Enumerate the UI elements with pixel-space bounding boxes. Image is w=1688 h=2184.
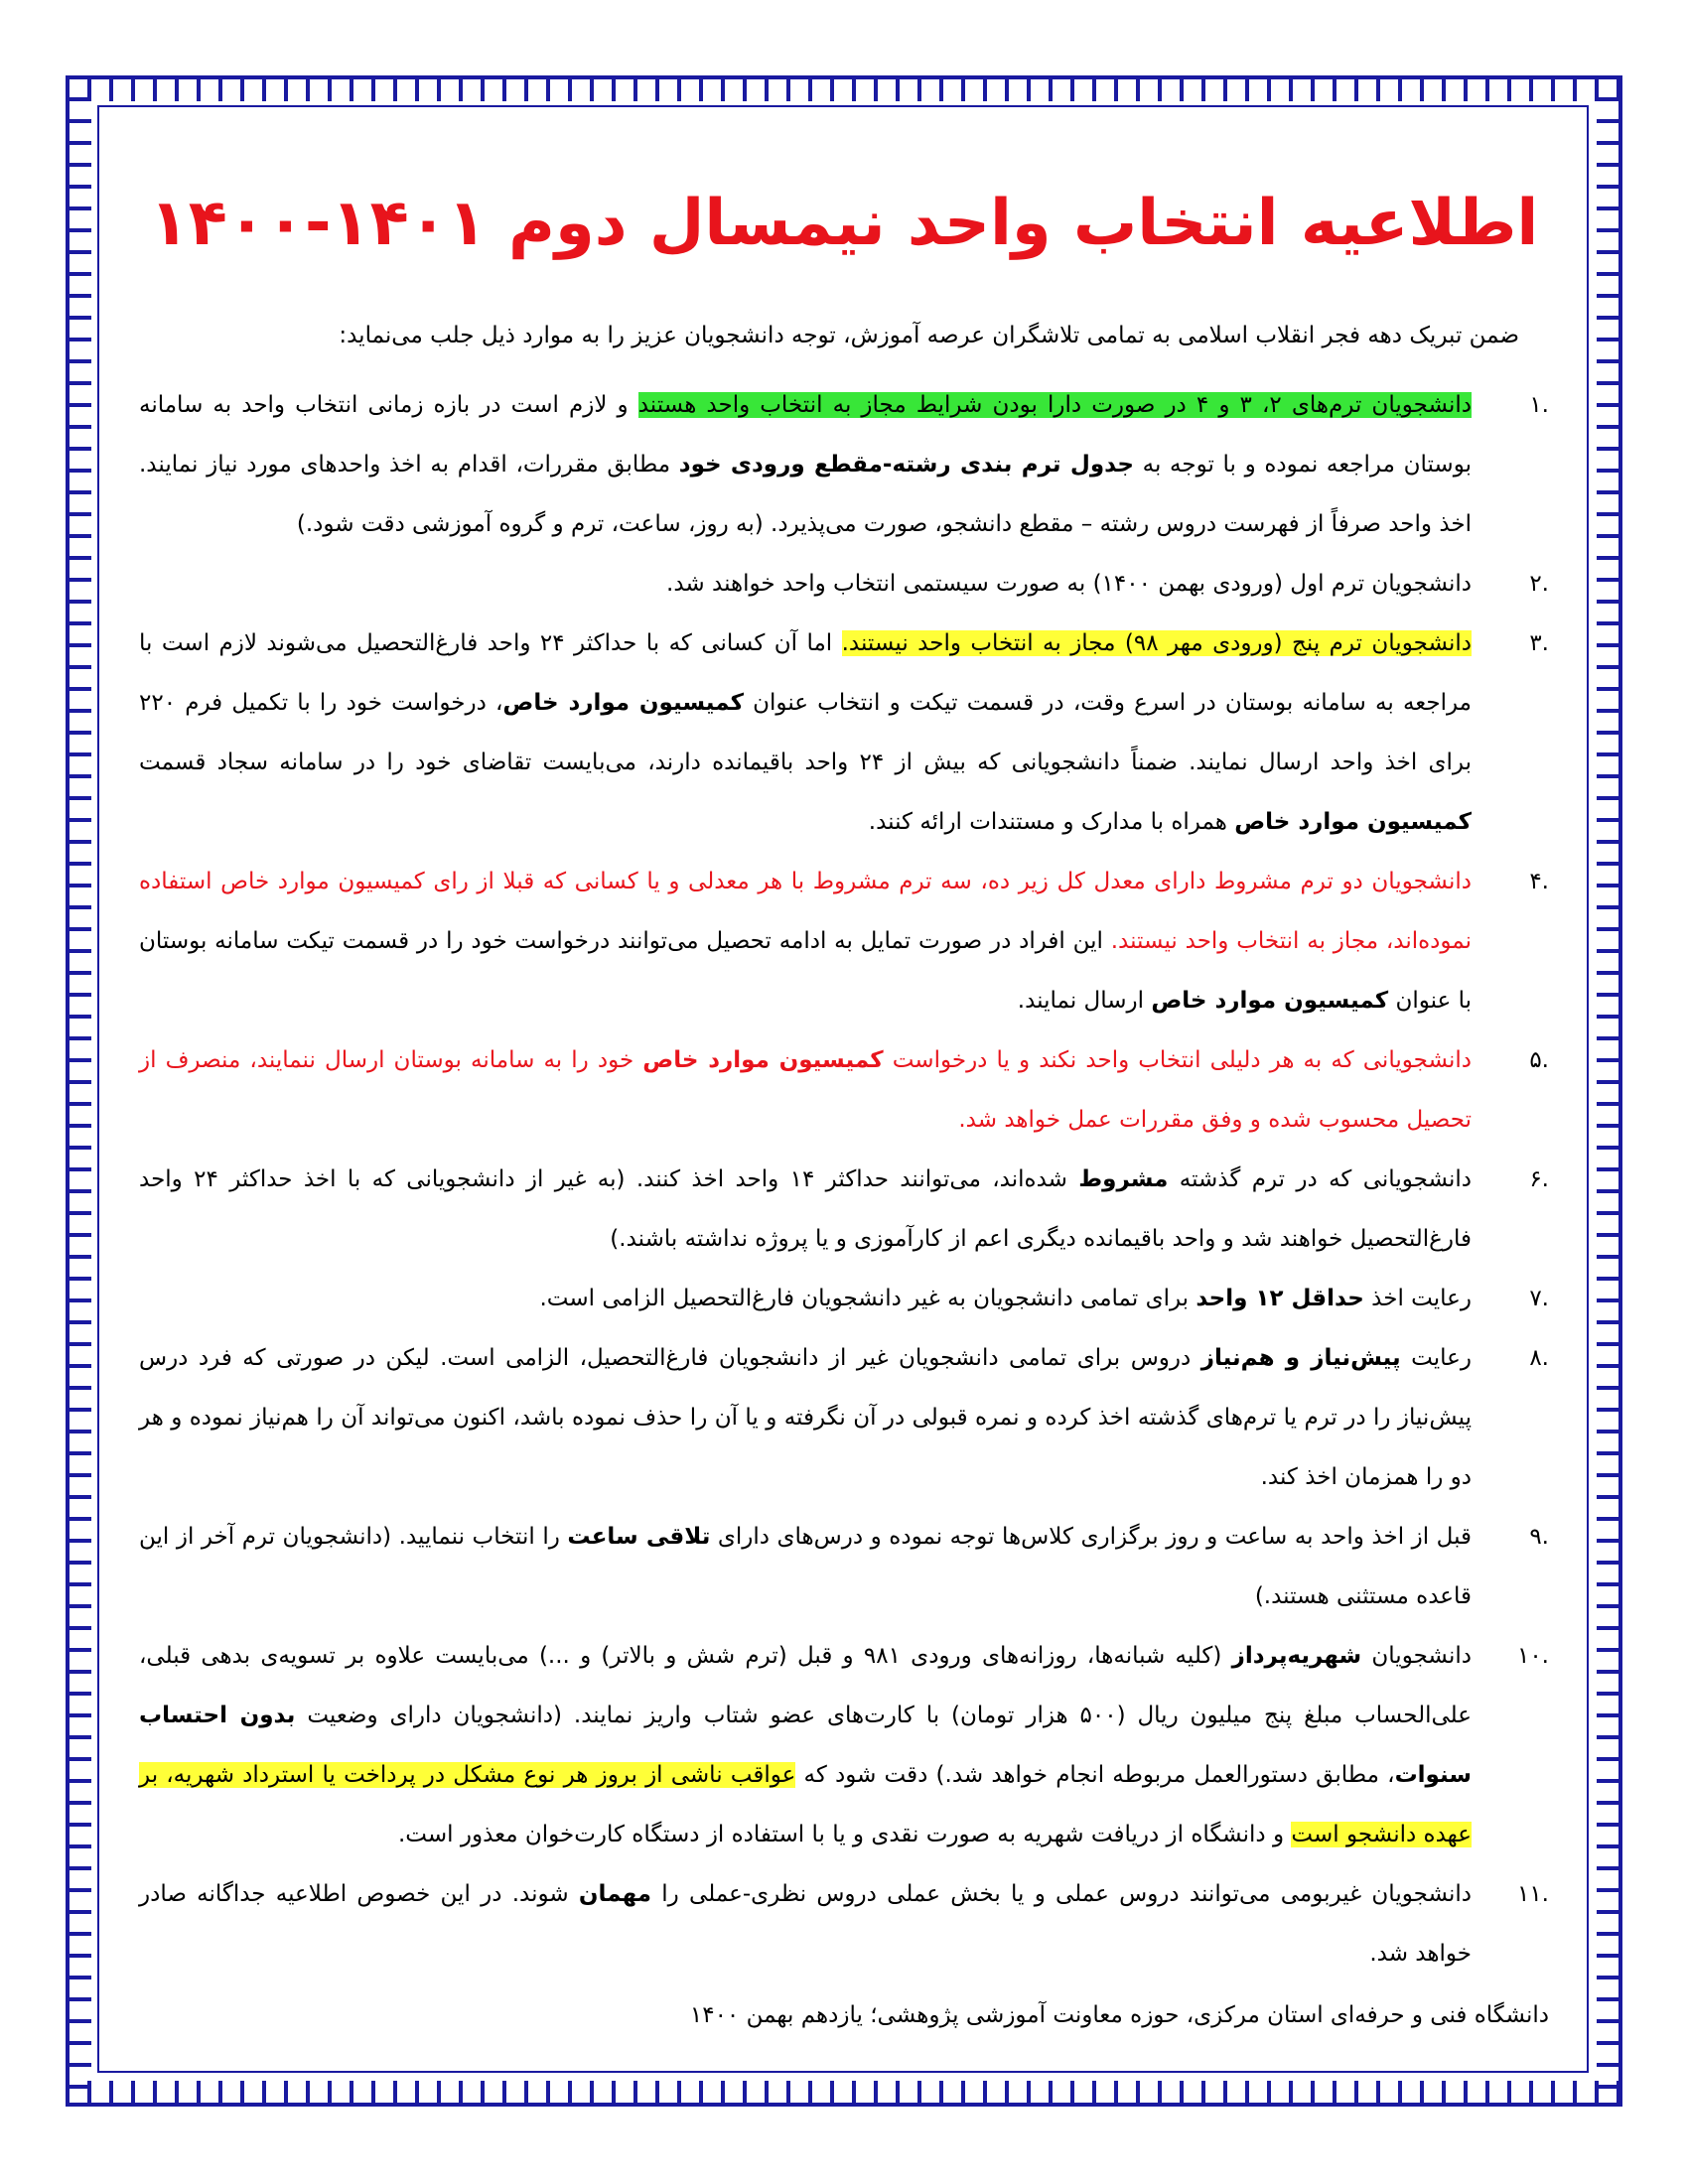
item-text: پیش‌نیاز و هم‌نیاز — [1200, 1345, 1401, 1371]
item-number: ۸. — [1529, 1345, 1549, 1371]
border-bottom-strip — [66, 2081, 1622, 2107]
item-text: دانشجویان ترم اول (ورودی بهمن ۱۴۰۰) به صورت سیستمی انتخاب واحد خواهند شد. — [666, 571, 1472, 597]
item-text: کمیسیون موارد خاص — [1151, 988, 1389, 1014]
item-text: دانشجویان دو ترم مشروط دارای معدل کل زیر ده، سه ترم مشروط با هر معدلی و یا کسانی که قبلا از رای کمیسیون موارد خاص استفاده نموده‌اند، مجاز به انتخاب واحد نیستند. — [139, 869, 1472, 954]
item-text: و دانشگاه از دریافت شهریه به صورت نقدی و یا با استفاده از دستگاه کارت‌خوان معذور است. — [398, 1822, 1292, 1847]
item-text: شوند. در این خصوص اطلاعیه جداگانه صادر خواهد شد. — [139, 1881, 1472, 1967]
list-item — [139, 1507, 1549, 1626]
item-text: (کلیه شبانه‌ها، روزانه‌های ورودی ۹۸۱ و قبل (ترم شش و بالاتر) و ...) می‌بایست علاوه بر تسویه‌ی بدهی قبلی، علی‌الحساب مبلغ پنج میلیون ریال (۵۰۰ هزار تومان) با کارت‌های عضو شتاب واریز نمایند. (دانشجویان دارای وضعیت — [139, 1643, 1473, 1728]
item-text: کمیسیون موارد خاص — [502, 690, 744, 716]
item-text: همراه با مدارک و مستندات ارائه کنند. — [868, 809, 1235, 835]
item-text: دانشجویان ترم پنج (ورودی مهر ۹۸) مجاز به انتخاب واحد نیستند. — [841, 630, 1472, 656]
item-text: دانشجویانی که در ترم گذشته — [1168, 1166, 1472, 1192]
list-item — [139, 1864, 1549, 1983]
item-text: و لازم است در بازه زمانی انتخاب واحد به سامانه بوستان مراجعه نموده و با توجه به — [139, 392, 1472, 478]
list-item — [139, 852, 1549, 1030]
item-number: ۹. — [1529, 1524, 1549, 1550]
item-number: ۳. — [1529, 630, 1549, 656]
item-number: ۷. — [1529, 1286, 1549, 1311]
item-text: ، درخواست خود را با تکمیل فرم ۲۲۰ برای اخذ واحد ارسال نمایند. ضمناً دانشجویانی که بیش از ۲۴ واحد باقیمانده دارند، می‌بایست تقاضای خود را در سامانه سجاد قسمت — [139, 690, 1473, 775]
border-top-strip — [66, 75, 1622, 101]
item-text: مشروط — [1078, 1166, 1169, 1192]
item-text: شده‌اند، می‌توانند حداکثر ۱۴ واحد اخذ کنند. (به غیر از دانشجویانی که با اخذ حداکثر ۲۴ واحد فارغ‌التحصیل خواهند شد و واحد باقیمانده دیگری اعم از کارآموزی و یا پروژه نداشته باشند.) — [139, 1166, 1472, 1252]
list-item — [139, 375, 1549, 554]
item-number: ۶. — [1529, 1166, 1549, 1192]
item-text: را انتخاب ننمایید. (دانشجویان ترم آخر از این قاعده مستثنی هستند.) — [139, 1524, 1472, 1609]
item-text: عواقب ناشی از بروز هر نوع مشکل در پرداخت یا استرداد شهریه، بر عهده دانشجو است — [139, 1762, 1472, 1847]
signature-line: دانشگاه فنی و حرفه‌ای استان مرکزی، حوزه معاونت آموزشی پژوهشی؛ یازدهم بهمن ۱۴۰۰ — [689, 2002, 1549, 2028]
item-text: مطابق مقررات، اقدام به اخذ واحدهای مورد نیاز نمایند. اخذ واحد صرفاً از فهرست دروس رشته – مقطع دانشجو، صورت می‌پذیرد. (به روز، ساعت، ترم و گروه آموزشی دقت شود.) — [139, 452, 1472, 537]
item-text: ، مطابق دستورالعمل مربوطه انجام خواهد شد.) دقت شود که — [795, 1762, 1395, 1788]
item-number: ۱۱. — [1516, 1881, 1549, 1907]
item-number: ۱۰. — [1516, 1643, 1549, 1669]
item-number: ۵. — [1529, 1047, 1549, 1073]
item-text: بدون احتساب سنوات — [139, 1703, 1472, 1788]
item-text: رعایت — [1400, 1345, 1473, 1371]
item-text: اما آن کسانی که با حداکثر ۲۴ واحد فارغ‌التحصیل می‌شوند لازم است با مراجعه به سامانه بوستان در اسرع وقت، در قسمت تیکت و انتخاب عنوان — [139, 630, 1472, 716]
item-text: دانشجویان غیربومی می‌توانند دروس عملی و یا بخش عملی دروس نظری-عملی را — [651, 1881, 1472, 1907]
announcement-body — [139, 149, 1549, 2035]
notice-list — [139, 375, 1549, 1983]
item-text: دروس برای تمامی دانشجویان غیر از دانشجویان فارغ‌التحصیل، الزامی است. لیکن در صورتی که فرد درس پیش‌نیاز را در ترم یا ترم‌های گذشته اخذ کرده و نمره قبولی در آن نگرفته و یا آن را حذف نموده باشد، اکنون می‌تواند آن را هم‌نیاز نموده و هر دو را همزمان اخذ کند. — [139, 1345, 1472, 1490]
item-text: کمیسیون موارد خاص — [1234, 809, 1472, 835]
item-text: مهمان — [578, 1881, 652, 1907]
intro-paragraph: ضمن تبریک دهه فجر انقلاب اسلامی به تمامی تلاشگران عرصه آموزش، توجه دانشجویان عزیز را به موارد ذیل جلب می‌نماید: — [339, 323, 1519, 348]
list-item — [139, 1150, 1549, 1269]
item-text: دانشجویان ترم‌های ۲، ۳ و ۴ در صورت دارا بودن شرایط مجاز به انتخاب واحد هستند — [637, 392, 1473, 418]
item-number: ۲. — [1529, 571, 1549, 597]
list-item — [139, 1030, 1549, 1150]
item-text: تلاقی ساعت — [567, 1524, 711, 1550]
item-number: ۴. — [1529, 869, 1549, 894]
item-text: کمیسیون موارد خاص — [642, 1047, 884, 1073]
border-right-strip — [1597, 75, 1622, 2107]
list-item — [139, 1328, 1549, 1507]
item-text: قبل از اخذ واحد به ساعت و روز برگزاری کلاس‌ها توجه نموده و درس‌های دارای — [710, 1524, 1473, 1550]
item-text: ارسال نمایند. — [1017, 988, 1152, 1014]
item-text: شهریه‌پرداز — [1231, 1643, 1362, 1669]
item-text: برای تمامی دانشجویان به غیر دانشجویان فارغ‌التحصیل الزامی است. — [539, 1286, 1196, 1311]
list-item — [139, 554, 1549, 614]
list-item — [139, 1269, 1549, 1328]
border-left-strip — [66, 75, 91, 2107]
item-number: ۱. — [1529, 392, 1549, 418]
item-text: حداقل ۱۲ واحد — [1196, 1286, 1364, 1311]
item-text: رعایت اخذ — [1363, 1286, 1472, 1311]
page-title: اطلاعیه انتخاب واحد نیمسال دوم ۱۴۰۱-۱۴۰۰ — [149, 187, 1539, 260]
list-item — [139, 614, 1549, 852]
item-text: دانشجویانی که به هر دلیلی انتخاب واحد نکند و یا درخواست — [883, 1047, 1473, 1073]
list-item — [139, 1626, 1549, 1864]
item-text: جدول ترم بندی رشته-مقطع ورودی خود — [678, 452, 1134, 478]
item-text: دانشجویان — [1361, 1643, 1472, 1669]
item-text: این افراد در صورت تمایل به ادامه تحصیل می‌توانند درخواست خود را در قسمت تیکت سامانه بوستان با عنوان — [139, 928, 1472, 1014]
item-text: خود را به سامانه بوستان ارسال ننمایند، منصرف از تحصیل محسوب شده و وفق مقررات عمل خواهد شد. — [139, 1047, 1472, 1133]
